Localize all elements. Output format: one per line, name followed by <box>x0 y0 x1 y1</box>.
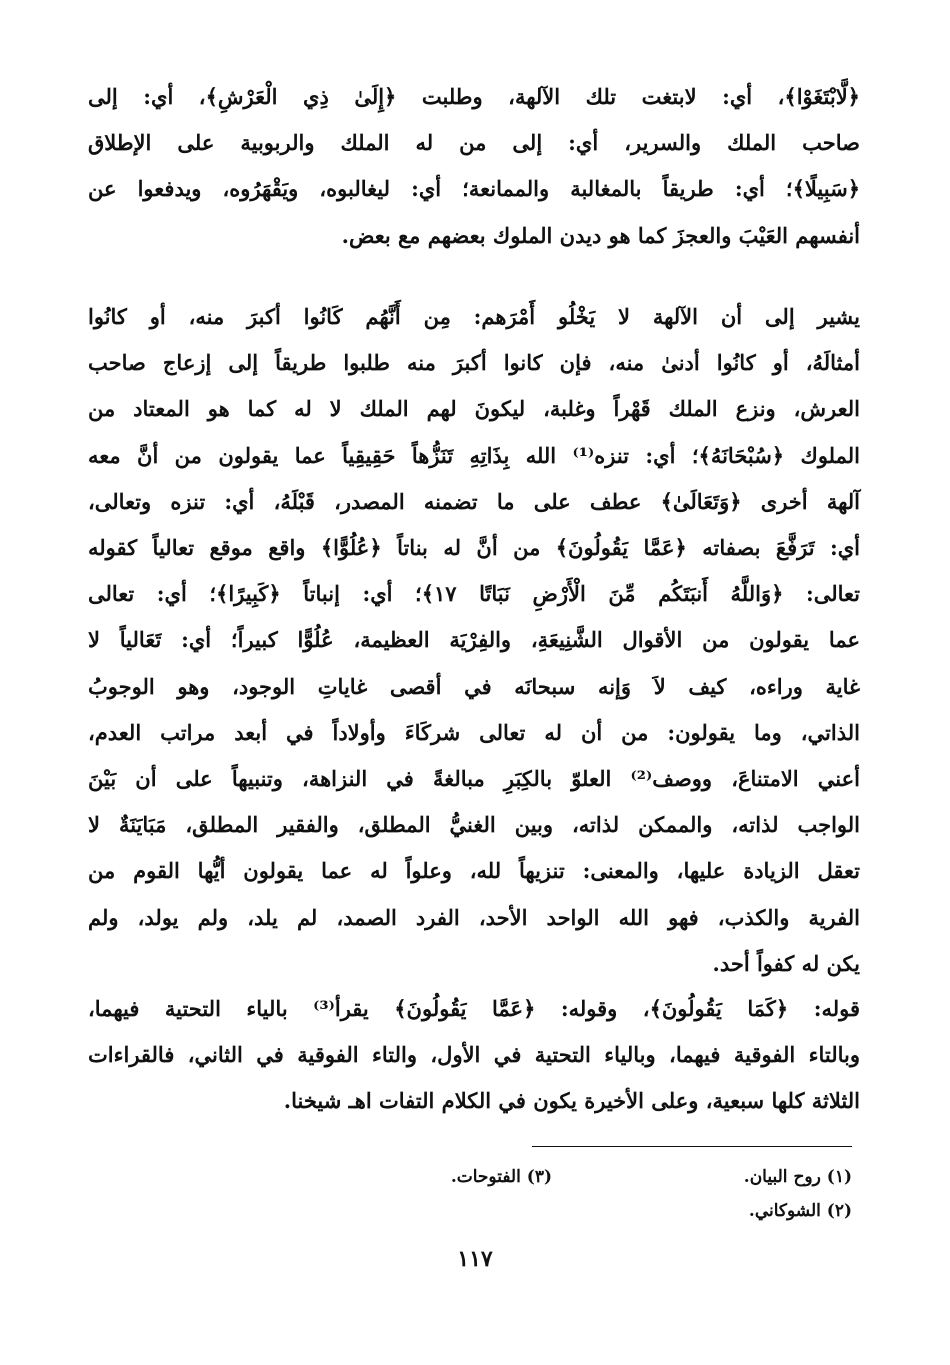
text-line: آلهة أخرى ﴿وَتَعَالَىٰ﴾ عطف على ما تضمنه المصدر، قَبْلَهُ، أي: تنزه وتعالى، <box>88 488 860 514</box>
text-line: الواجب لذاته، والممكن لذاته، وبين الغنيُّ المطلق، والفقير المطلق، مَبَايَنَةٌ لا <box>88 812 860 838</box>
text-line: وبالتاء الفوقية فيهما، وبالياء التحتية في الأول، والتاء الفوقية في الثاني، فالقراءات <box>88 1042 860 1068</box>
footnote-3: (٣) الفتوحات. <box>450 1167 552 1187</box>
text-line: قوله: ﴿كَمَا يَقُولُونَ﴾، وقوله: ﴿عَمَّا يَقُولُونَ﴾ يقرأ⁽³⁾ بالياء التحتية فيهما، <box>88 996 860 1021</box>
text-line: أي: تَرَفَّعَ بصفاته ﴿عَمَّا يَقُولُونَ﴾ من أنَّ له بناتاً ﴿عُلُوًّا﴾ واقع موقع تعالياً كقوله <box>88 535 860 561</box>
text-line: يكن له كفواً أحد. <box>712 950 860 976</box>
text-line: أمثالَهُ، أو كانُوا أدنىٰ منه، فإن كانوا أكبرَ منه طلبوا طريقاً إلى إزعاج صاحب <box>88 350 860 376</box>
paragraph-1 <box>88 74 860 259</box>
text-line: تعالى: ﴿وَاللَّهُ أَنبَتَكُم مِّنَ الْأَرْضِ نَبَاتًا ١٧﴾؛ أي: إنباتاً ﴿كَبِيرًا﴾؛ أي: تعالى <box>88 581 860 607</box>
text-line: ﴿سَبِيلًا﴾؛ أي: طريقاً بالمغالبة والممانعة؛ أي: ليغالبوه، ويَقْهَرُوه، ويدفعوا عن <box>88 176 860 202</box>
paragraph-2 <box>88 294 860 987</box>
text-line: أنفسهم العَيْبَ والعجزَ كما هو ديدن الملوك بعضهم مع بعض. <box>341 222 860 248</box>
text-line: الملوك ﴿سُبْحَانَهُ﴾؛ أي: تنزه⁽¹⁾ الله بِذَاتِهِ تَنَزُّهاً حَقِيقِياً عما يقولون من أنَّ معه <box>88 442 860 468</box>
page-number: ١١٧ <box>457 1246 493 1272</box>
footnote-row <box>300 1160 852 1194</box>
text-line: غاية وراءه، كيف لاَ وَإنه سبحانَه في أقصى غاياتِ الوجود، وهو الوجوبُ <box>88 673 860 699</box>
text-line: صاحب الملك والسرير، أي: إلى من له الملك والربوبية على الإطلاق <box>88 130 860 156</box>
text-line: عما يقولون من الأقوال الشَّنِيعَةِ، والفِرْيَة العظيمة، عُلُوًّا كبيراً؛ أي: تَعَالياً لا <box>88 627 860 653</box>
text-line: العرش، ونزع الملك قَهْراً وغلبة، ليكونَ لهم الملك لا له كما هو المعتاد من <box>88 396 860 422</box>
text-line: الفرية والكذب، فهو الله الواحد الأحد، الفرد الصمد، لم يلد، ولم يولد، ولم <box>88 904 860 930</box>
text-line: الذاتي، وما يقولون: من أن له تعالى شركَاءَ وأولاداً في أبعد مراتب العدم، <box>88 719 860 745</box>
text-line: الثلاثة كلها سبعية، وعلى الأخيرة يكون في الكلام التفات اهـ شيخنا. <box>283 1088 860 1114</box>
footnote-2: (٢) الشوكاني. <box>748 1201 852 1221</box>
footnote-1: (١) روح البيان. <box>743 1167 852 1187</box>
paragraph-3 <box>88 986 860 1125</box>
footnote-divider <box>532 1146 852 1147</box>
text-line: يشير إلى أن الآلهة لا يَخْلُو أَمْرَهم: مِن أَنَّهُم كَانُوا أكبرَ منه، أو كانُوا <box>88 304 860 329</box>
footnote-row <box>300 1194 852 1228</box>
text-line: ﴿لَّابْتَغَوْا﴾، أي: لابتغت تلك الآلهة، وطلبت ﴿إِلَىٰ ذِي الْعَرْشِ﴾، أي: إلى <box>88 84 860 109</box>
text-line: أعني الامتناعَ، ووصف⁽²⁾ العلوّ بالكِبَرِ مبالغةً في النزاهة، وتنبيهاً على أن بَيْنَ <box>88 766 860 792</box>
text-line: تعقل الزيادة عليها، والمعنى: تنزيهاً لله، وعلواً له عما يقولون أيُّها القوم من <box>88 858 860 884</box>
footnotes <box>300 1160 852 1228</box>
